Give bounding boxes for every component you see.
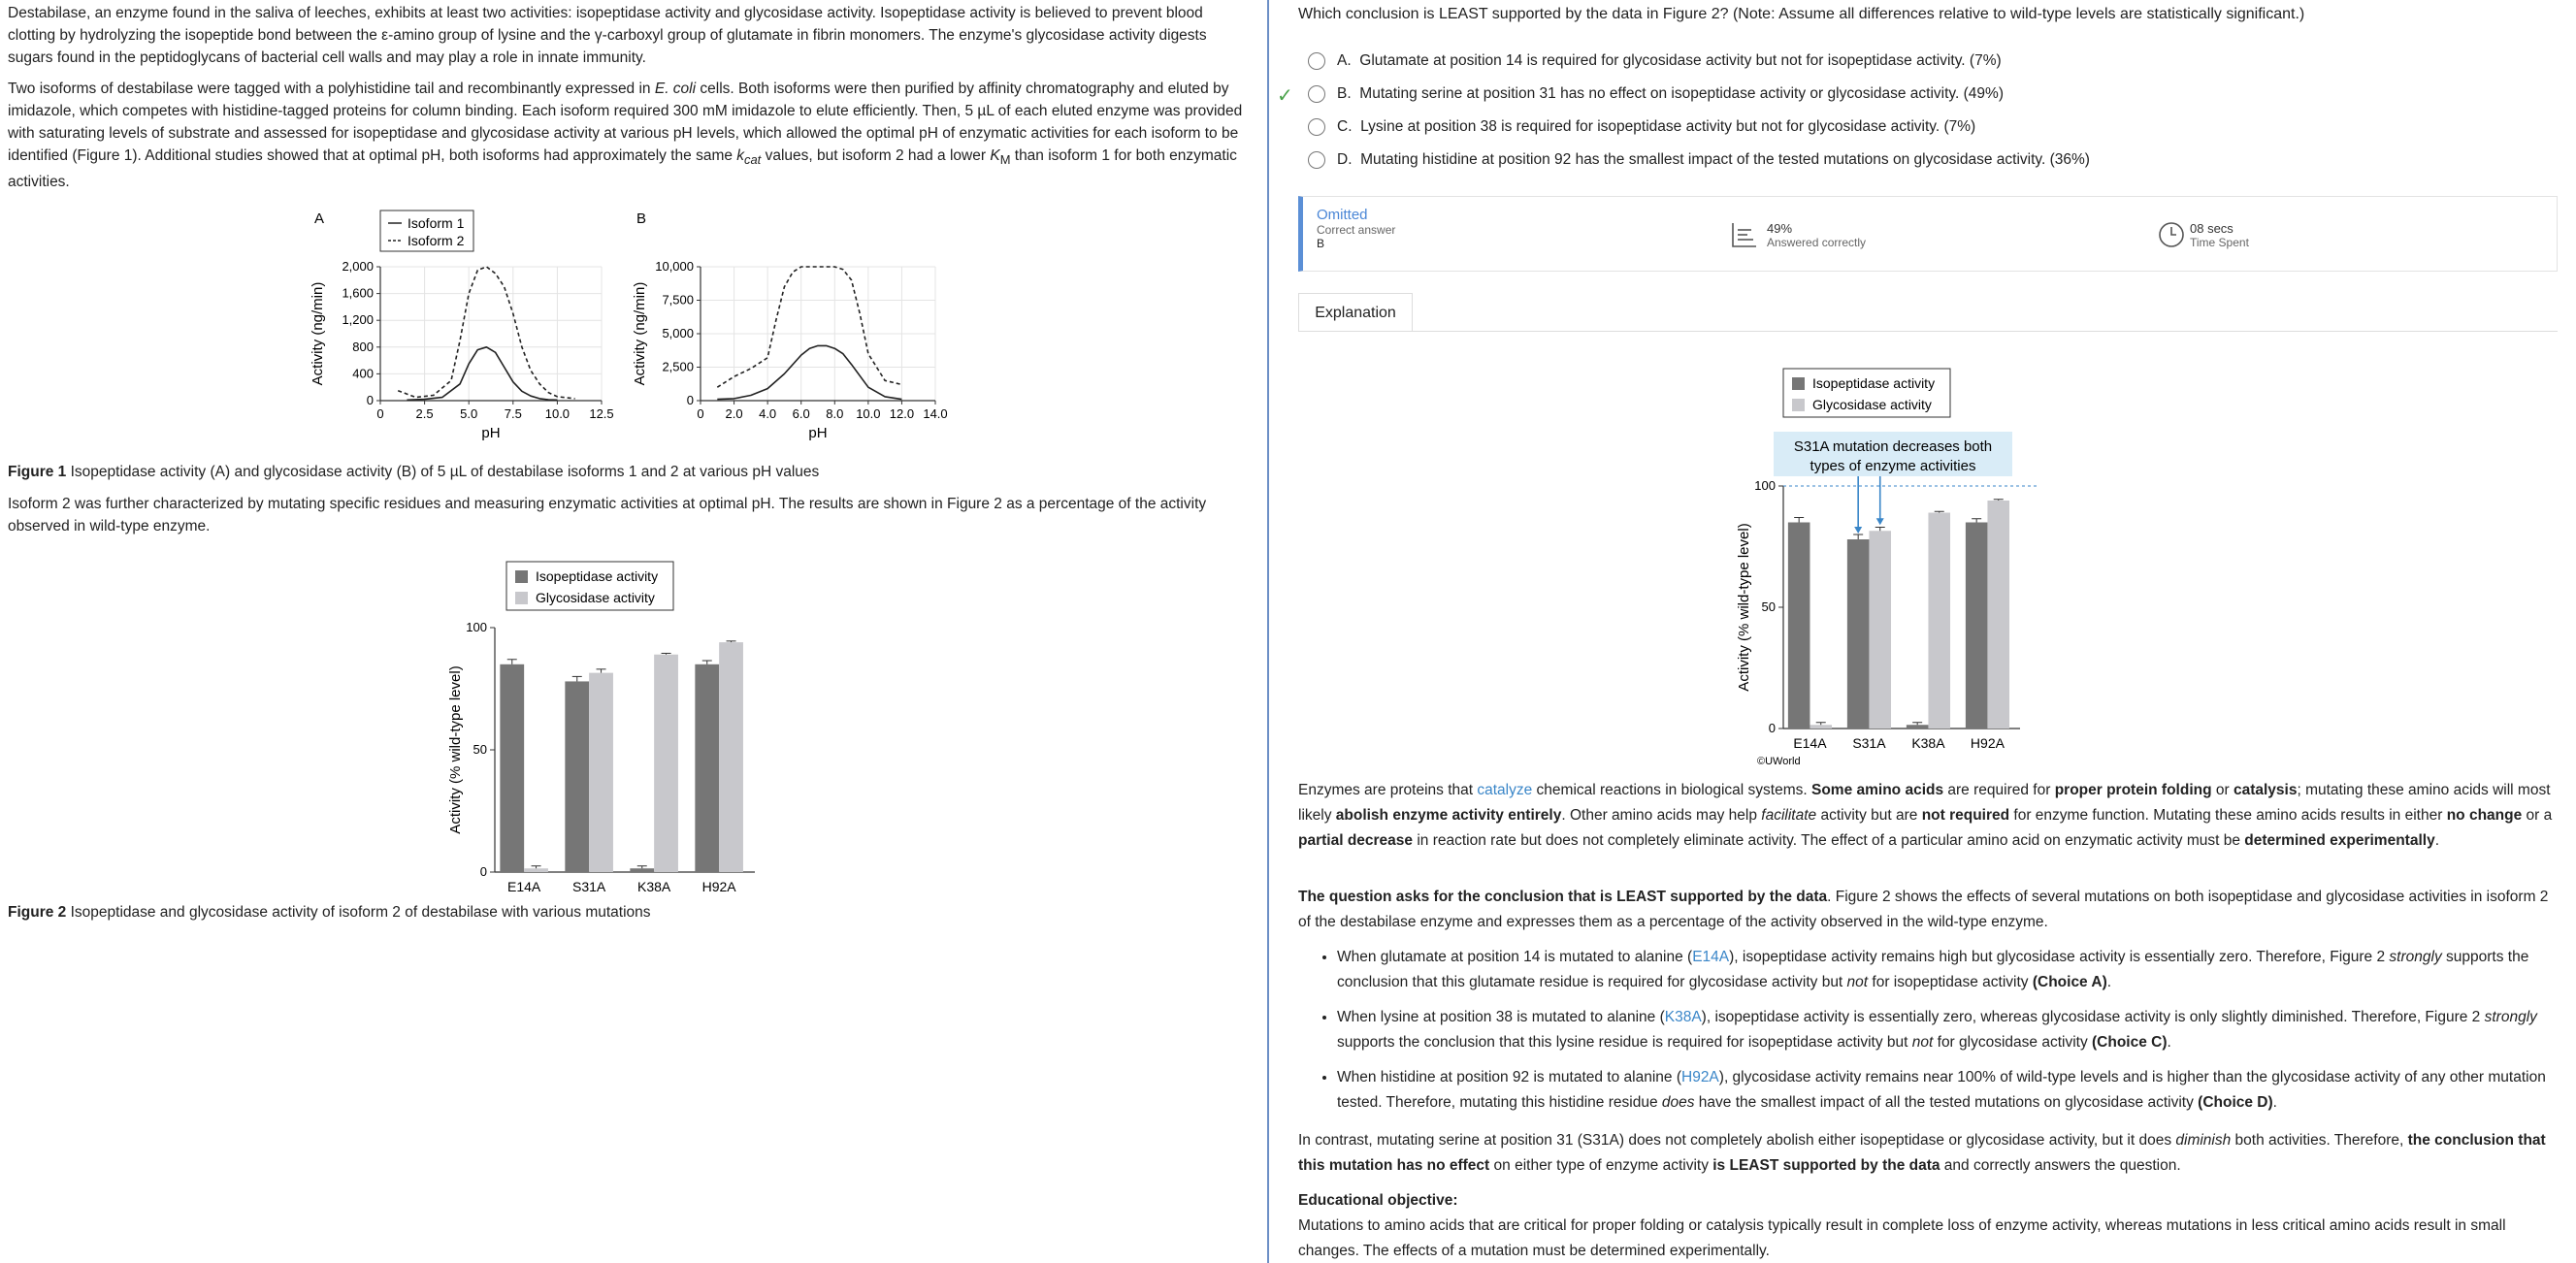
time-label: Time Spent [2190,235,2249,249]
x-tick-label: 2.5 [415,406,434,421]
y-tick-label: 0 [479,864,487,879]
panel-label: B [636,210,647,227]
y-tick-label: 5,000 [662,326,694,340]
x-tick-label: 10.0 [544,406,571,421]
legend-label: Glycosidase activity [536,590,655,605]
x-tick-label: 6.0 [792,406,810,421]
x-tick-label: H92A [701,879,736,894]
callout-box [1774,432,2012,476]
choice-text: Glutamate at position 14 is required for glycosidase activity but not for isopeptidase activity. (7%) [1359,52,2002,69]
legend-label: Glycosidase activity [1812,397,1932,412]
x-tick-label: 12.5 [589,406,614,421]
series-line-isoform-1 [717,345,901,399]
y-tick-label: 0 [686,393,694,407]
y-tick-label: 7,500 [662,292,694,308]
y-tick-label: 50 [1761,599,1776,614]
x-tick-label: 0 [376,406,384,421]
callout-arrowhead [1854,527,1862,534]
x-tick-label: 10.0 [856,406,881,421]
percent-label: Answered correctly [1767,235,1867,249]
question-panel [1269,0,2576,1263]
x-tick-label: K38A [1911,735,1945,751]
bullet-k38a: • When lysine at position 38 is mutated to alanine (K38A), isopeptidase activity is essentially zero, whereas glycosidase activity is only slightly diminished. Therefore, Figure 2 strongly supports the conclusion that this lysine residue is required for isopeptidase activity but not for glycosidase activity (Choice C). [1337,1005,2560,1055]
bar-h92a-glycosidase [1987,501,2009,729]
radio-button[interactable] [1308,151,1325,169]
bar-e14a-glycosidase [524,868,548,872]
bar-chart [1736,369,2039,767]
choice-text: Mutating histidine at position 92 has the smallest impact of the tested mutations on glycosidase activity. (36%) [1360,151,2090,168]
percent-correct [1730,220,1866,249]
percent-value: 49% [1767,220,1793,236]
answer-choices [1277,45,2090,177]
bar-h92a-isopeptidase [1966,523,1988,729]
bar-chart [447,562,755,894]
y-tick-label: 1,600 [342,285,374,301]
y-axis-label: Activity (ng/min) [310,281,326,386]
bar-e14a-isopeptidase [500,664,524,872]
callout-text: S31A mutation decreases both [1793,438,1993,455]
edu-objective-title: Educational objective: [1298,1192,1458,1209]
bar-e14a-glycosidase [1810,725,1832,729]
figure-2-caption: Figure 2 Isopeptidase and glycosidase activity of isoform 2 of destabilase with various mutations [8,904,651,921]
passage-paragraph-1 [0,2,1261,69]
choice-b[interactable] [1277,78,2090,111]
passage-paragraph-3 [0,493,1261,537]
x-tick-label: E14A [507,879,541,894]
explanation-figure [1725,359,2133,771]
x-tick-label: S31A [572,879,606,894]
line-chart-panel-b [632,210,948,441]
choice-text: Mutating serine at position 31 has no effect on isopeptidase activity or glycosidase activity. (49%) [1359,85,2004,102]
legend-label: Isopeptidase activity [1812,375,1936,391]
y-tick-label: 400 [352,366,374,381]
bar-s31a-isopeptidase [1847,539,1870,729]
choice-letter: C. [1337,118,1353,135]
educational-objective [1298,1188,2560,1263]
panel-label: A [314,210,325,227]
chart-legend [506,562,673,610]
explanation-paragraph-3 [1298,1128,2560,1179]
bar-h92a-isopeptidase [695,664,719,872]
correct-check-icon: ✓ [1277,85,1293,107]
choice-letter: B. [1337,85,1352,102]
x-tick-label: 5.0 [460,406,478,421]
figure-2 [437,558,825,897]
legend-swatch [515,570,528,583]
x-tick-label: 12.0 [889,406,915,421]
radio-button[interactable] [1308,85,1325,103]
y-axis-label: Activity (% wild-type level) [1736,523,1752,692]
explanation-bullets [1298,945,2560,1125]
passage-panel [0,0,1267,1263]
choice-letter: D. [1337,151,1353,168]
bar-k38a-isopeptidase [630,868,654,872]
x-tick-label: E14A [1793,735,1827,751]
copyright-text: ©UWorld [1757,756,1801,767]
legend-swatch [1792,377,1805,390]
tab-underline [1298,331,2558,332]
edu-objective-text: Mutations to amino acids that are critical for proper folding or catalysis typically result in complete loss of enzyme activity, whereas mutations in less critical amino acids result in small changes. The effects of a mutation must be determined experimentally. [1298,1217,2506,1259]
x-tick-label: 2.0 [725,406,743,421]
correct-answer-label: Correct answer [1317,223,1396,237]
bar-s31a-isopeptidase [565,681,589,872]
radio-button[interactable] [1308,52,1325,70]
omitted-status [1317,207,1395,250]
h92a-link[interactable]: H92A [1681,1069,1719,1085]
y-tick-label: 0 [366,393,374,407]
y-tick-label: 50 [473,742,487,757]
callout-text: types of enzyme activities [1810,458,1976,474]
time-spent [2157,220,2249,249]
choice-text: Lysine at position 38 is required for isopeptidase activity but not for glycosidase activity. (7%) [1360,118,1976,135]
bullet-e14a: • When glutamate at position 14 is mutated to alanine (E14A), isopeptidase activity remains high but glycosidase activity is essentially zero. Therefore, Figure 2 strongly supports the conclusion that this glutamate residue is required for glycosidase activity but not for isopeptidase activity (Choice A). [1337,945,2560,995]
correct-answer-value: B [1317,237,1325,250]
passage-text: Destabilase, an enzyme found in the saliva of leeches, exhibits at least two activities: isopeptidase activity and glycosidase activity. Isopeptidase activity is believed to prevent blood clotting by hydrolyzing the isopeptide bond between the ε-amino group of lysine and the γ-carboxyl group of glutamate in fibrin monomers. The enzyme's glycosidase activity digests sugars found in the peptidoglycans of bacterial cell walls and may play a role in innate immunity. [8,5,1207,66]
choice-d[interactable] [1298,144,2090,177]
legend-swatch [515,592,528,604]
callout-arrowhead [1876,518,1884,525]
y-axis-label: Activity (% wild-type level) [447,665,464,834]
x-tick-label: H92A [1970,735,2005,751]
legend-swatch [1792,399,1805,411]
question-stem: Which conclusion is LEAST supported by the data in Figure 2? (Note: Assume all differences relative to wild-type levels are statistically significant.) [1298,6,2305,22]
choice-c[interactable] [1298,111,2090,144]
e14a-link[interactable]: E14A [1692,949,1730,965]
time-value: 08 secs [2190,220,2234,236]
bar-k38a-glycosidase [654,655,678,872]
y-tick-label: 100 [466,620,487,634]
y-tick-label: 10,000 [655,259,694,274]
figure-1 [291,199,970,451]
radio-button[interactable] [1308,118,1325,136]
figure-1-caption: Figure 1 Isopeptidase activity (A) and glycosidase activity (B) of 5 µL of destabilase isoforms 1 and 2 at various pH values [8,464,820,480]
series-line-isoform-2 [717,267,901,387]
y-tick-label: 2,500 [662,359,694,374]
bar-e14a-isopeptidase [1788,523,1810,729]
legend-label: Isoform 1 [408,215,465,231]
answer-stats-bar [1298,196,2558,272]
legend-label: Isopeptidase activity [536,568,659,584]
passage-text: Two isoforms of destabilase were tagged with a polyhistidine tail and recombinantly expressed in E. coli cells. Both isoforms were then purified by affinity chromatography and eluted by imidazole, which competes with histidine-tagged proteins for column binding. Each isoform required 300 mM imidazole to elute efficiently. Then, 5 µL of each eluted enzyme was provided with saturating levels of substrate and assessed for isopeptidase and glycosidase activity at various pH levels, which allowed the optimal pH of enzymatic activities for each isoform to be identified (Figure 1). Additional studies showed that at optimal pH, both isoforms had approximately the same $k_{cat}$ values, but isoform 2 had a lower $K_M$ than isoform 1 for both enzymatic activities. [8,81,1243,191]
bar-k38a-glycosidase [1928,513,1950,729]
x-tick-label: 14.0 [923,406,948,421]
explanation-paragraph-1 [1298,778,2560,854]
bar-s31a-glycosidase [589,673,613,872]
explanation-text: Enzymes are proteins that catalyze chemical reactions in biological systems. Some amino acids are required for proper protein folding or catalysis; mutating these amino acids will most likely abolish enzyme activity entirely. Other amino acids may help facilitate activity but are not required for enzyme function. Mutating these amino acids results in either no change or a partial decrease in reaction rate but does not completely eliminate activity. The effect of a particular amino acid on enzymatic activity must be determined experimentally. [1298,782,2553,849]
x-axis-label: pH [481,425,501,441]
status-label: Omitted [1317,207,1368,223]
x-tick-label: 0 [697,406,704,421]
bullet-h92a: • When histidine at position 92 is mutated to alanine (H92A), glycosidase activity remains near 100% of wild-type levels and is higher than the glycosidase activity of any other mutation tested. Therefore, mutating this histidine residue does have the smallest impact of all the tested mutations on glycosidase activity (Choice D). [1337,1065,2560,1116]
y-tick-label: 2,000 [342,259,374,274]
x-tick-label: 8.0 [826,406,844,421]
legend-label: Isoform 2 [408,233,465,248]
y-tick-label: 1,200 [342,312,374,328]
y-tick-label: 0 [1768,721,1776,735]
clock-icon [2157,220,2186,249]
x-tick-label: 7.5 [504,406,522,421]
choice-a[interactable] [1298,45,2090,78]
bar-chart-icon [1730,220,1759,249]
y-tick-label: 800 [352,339,374,354]
k38a-link[interactable]: K38A [1664,1009,1702,1025]
x-tick-label: S31A [1852,735,1886,751]
bar-s31a-glycosidase [1869,531,1891,729]
y-axis-label: Activity (ng/min) [632,281,648,386]
passage-text: Isoform 2 was further characterized by mutating specific residues and measuring enzymatic activities at optimal pH. The results are shown in Figure 2 as a percentage of the activity observed in wild-type enzyme. [8,496,1207,534]
x-tick-label: K38A [637,879,671,894]
x-axis-label: pH [808,425,828,441]
y-tick-label: 100 [1754,478,1776,493]
explanation-paragraph-2 [1298,885,2560,935]
bar-h92a-glycosidase [719,642,743,872]
explanation-text: The question asks for the conclusion that is LEAST supported by the data. Figure 2 shows the effects of several mutations on both isopeptidase and glycosidase activities in isoform 2 of the destabilase enzyme and expresses them as a percentage of the activity observed in the wild-type enzyme. [1298,889,2549,930]
passage-paragraph-2 [0,78,1261,193]
catalyze-link[interactable]: catalyze [1477,782,1533,798]
bar-k38a-isopeptidase [1907,725,1929,729]
tab-explanation[interactable]: Explanation [1298,293,1413,332]
explanation-text: In contrast, mutating serine at position 31 (S31A) does not completely abolish either isopeptidase or glycosidase activity, but it does diminish both activities. Therefore, the conclusion that this mutation has no effect on either type of enzyme activity is LEAST supported by the data and correctly answers the question. [1298,1132,2546,1174]
chart-legend [380,210,473,251]
x-tick-label: 4.0 [759,406,777,421]
chart-legend [1783,369,1950,417]
choice-letter: A. [1337,52,1352,69]
